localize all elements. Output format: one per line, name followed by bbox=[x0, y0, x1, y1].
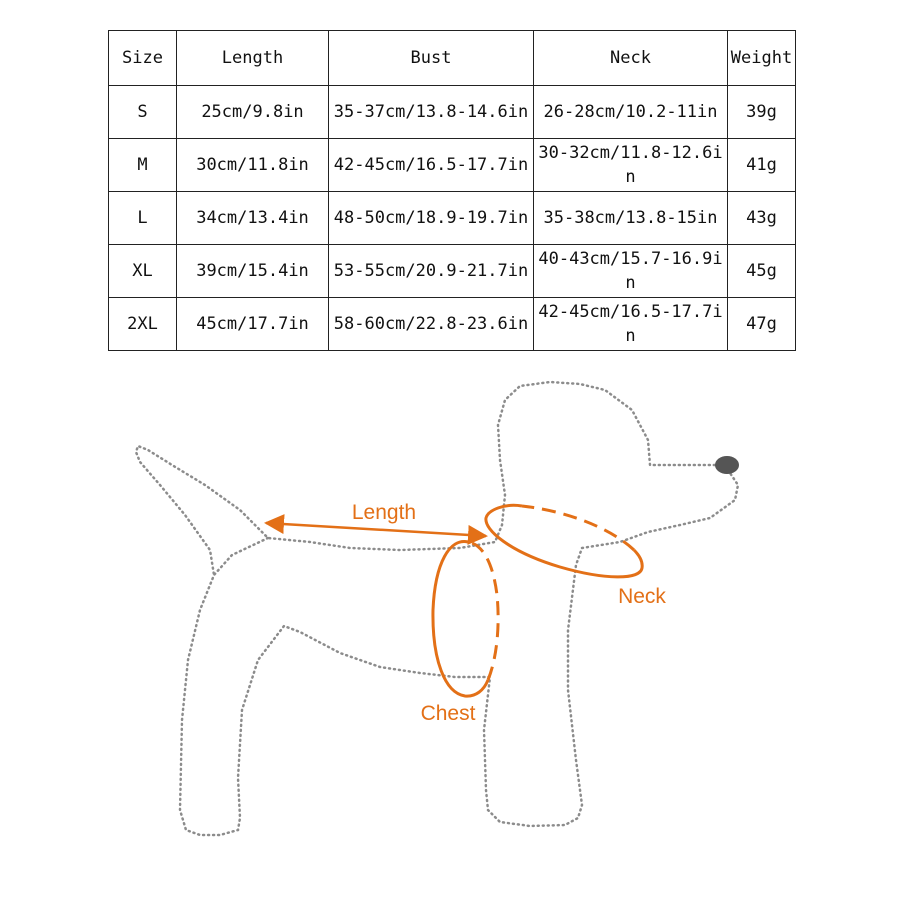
chest-label: Chest bbox=[420, 702, 476, 725]
table-row bbox=[109, 245, 796, 298]
size-chart-table bbox=[108, 30, 796, 351]
header-neck: Neck bbox=[534, 31, 728, 86]
cell-weight: 41g bbox=[728, 139, 796, 192]
cell-size: 2XL bbox=[109, 298, 177, 351]
table-row bbox=[109, 139, 796, 192]
cell-length: 34cm/13.4in bbox=[177, 192, 329, 245]
neck-ring-solid bbox=[486, 505, 642, 577]
header-weight: Weight bbox=[728, 31, 796, 86]
cell-weight: 45g bbox=[728, 245, 796, 298]
cell-bust: 53-55cm/20.9-21.7in bbox=[329, 245, 534, 298]
cell-bust: 48-50cm/18.9-19.7in bbox=[329, 192, 534, 245]
cell-neck: 40-43cm/15.7-16.9in bbox=[534, 245, 728, 298]
cell-weight: 43g bbox=[728, 192, 796, 245]
cell-weight: 39g bbox=[728, 86, 796, 139]
cell-length: 30cm/11.8in bbox=[177, 139, 329, 192]
cell-weight: 47g bbox=[728, 298, 796, 351]
cell-neck: 26-28cm/10.2-11in bbox=[534, 86, 728, 139]
header-bust: Bust bbox=[329, 31, 534, 86]
cell-neck: 30-32cm/11.8-12.6in bbox=[534, 139, 728, 192]
cell-length: 39cm/15.4in bbox=[177, 245, 329, 298]
cell-bust: 42-45cm/16.5-17.7in bbox=[329, 139, 534, 192]
header-length: Length bbox=[177, 31, 329, 86]
table-row bbox=[109, 192, 796, 245]
dog-nose bbox=[715, 456, 739, 474]
cell-size: S bbox=[109, 86, 177, 139]
table-row bbox=[109, 298, 796, 351]
cell-size: L bbox=[109, 192, 177, 245]
table-row bbox=[109, 86, 796, 139]
cell-length: 45cm/17.7in bbox=[177, 298, 329, 351]
dog-outline bbox=[136, 382, 738, 835]
cell-length: 25cm/9.8in bbox=[177, 86, 329, 139]
dog-measurement-diagram bbox=[0, 370, 900, 850]
length-arrow bbox=[266, 523, 486, 536]
cell-size: M bbox=[109, 139, 177, 192]
chest-ring-dashed bbox=[468, 542, 498, 680]
table-header-row bbox=[109, 31, 796, 86]
cell-neck: 35-38cm/13.8-15in bbox=[534, 192, 728, 245]
cell-bust: 35-37cm/13.8-14.6in bbox=[329, 86, 534, 139]
cell-size: XL bbox=[109, 245, 177, 298]
neck-label: Neck bbox=[618, 585, 666, 608]
cell-neck: 42-45cm/16.5-17.7in bbox=[534, 298, 728, 351]
length-label: Length bbox=[351, 501, 417, 524]
chest-ring-solid bbox=[433, 542, 488, 697]
cell-bust: 58-60cm/22.8-23.6in bbox=[329, 298, 534, 351]
header-size: Size bbox=[109, 31, 177, 86]
